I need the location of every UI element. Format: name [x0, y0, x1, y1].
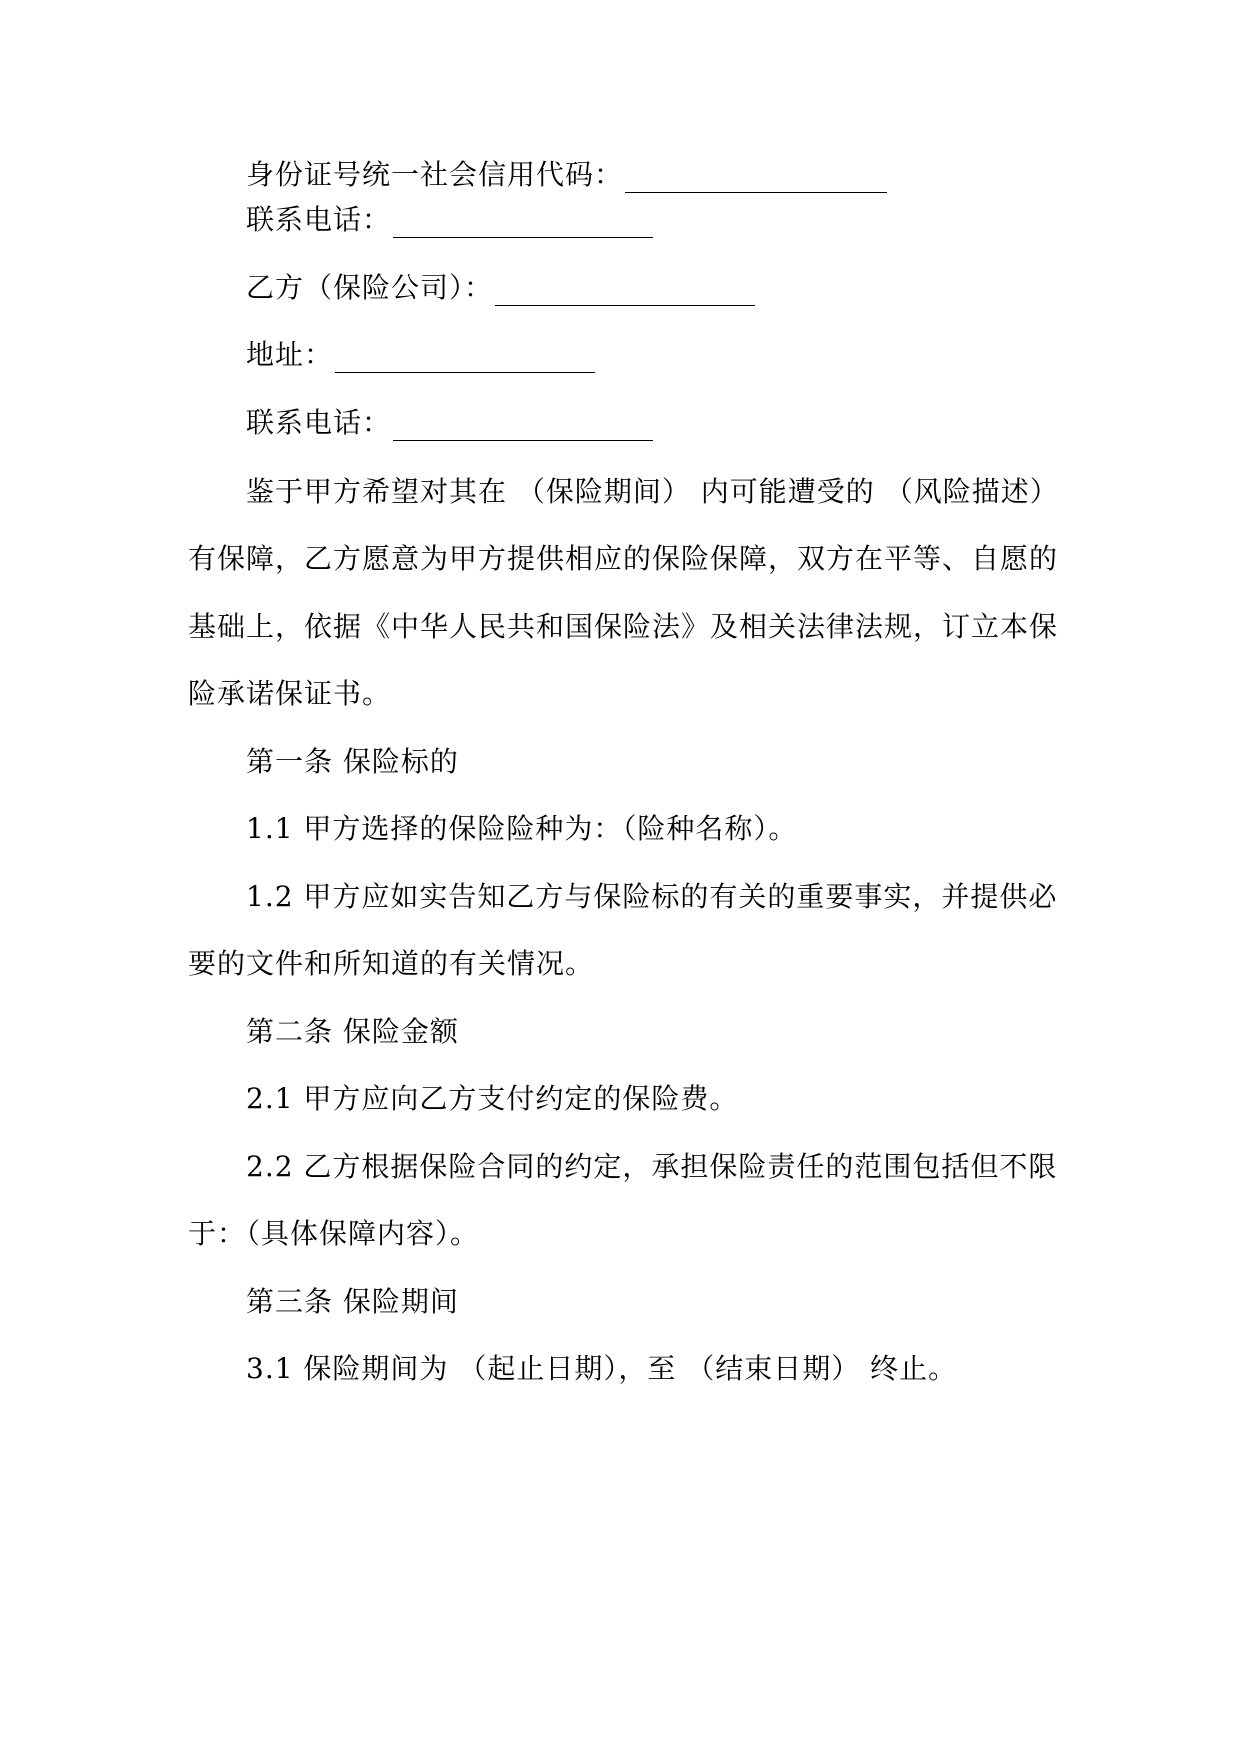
id-code-blank[interactable] [625, 166, 887, 193]
address-field [246, 337, 1068, 373]
id-code-label: 身份证号统一社会信用代码： [246, 158, 624, 191]
clause-1-2-line-2: 要的文件和所知道的有关情况。 [188, 947, 595, 980]
clause-2-2-line-2: 于：（具体保障内容）。 [188, 1217, 480, 1250]
party-b-blank[interactable] [495, 279, 755, 306]
clause-1-2-line-1: 1.2 甲方应如实告知乙方与保险标的有关的重要事实，并提供必 [246, 880, 1058, 913]
party-b-field [246, 270, 1068, 306]
phone-blank-b[interactable] [393, 414, 653, 441]
clause-3-1: 3.1 保险期间为 （起止日期），至 （结束日期） 终止。 [246, 1352, 958, 1385]
clause-2-2-line-1: 2.2 乙方根据保险合同的约定，承担保险责任的范围包括但不限 [246, 1150, 1058, 1183]
article-1-title: 第一条 保险标的 [246, 745, 459, 778]
phone-label-a: 联系电话： [246, 203, 392, 236]
phone-label-b: 联系电话： [246, 406, 392, 439]
phone-field-a [246, 202, 1068, 238]
party-b-label: 乙方（保险公司）： [246, 271, 494, 304]
clause-2-1: 2.1 甲方应向乙方支付约定的保险费。 [246, 1082, 739, 1115]
phone-blank-a[interactable] [393, 211, 653, 238]
article-3-title: 第三条 保险期间 [246, 1285, 459, 1318]
article-2-title: 第二条 保险金额 [246, 1015, 459, 1048]
preamble-line-4: 险承诺保证书。 [188, 677, 392, 710]
address-blank[interactable] [335, 346, 595, 373]
address-label: 地址： [246, 338, 334, 371]
phone-field-b [246, 405, 1068, 441]
clause-1-1: 1.1 甲方选择的保险险种为：（险种名称）。 [246, 812, 798, 845]
preamble-line-3: 基础上，依据《中华人民共和国保险法》及相关法律法规，订立本保 [188, 610, 1059, 643]
preamble-line-1: 鉴于甲方希望对其在 （保险期间） 内可能遭受的 （风险描述） [246, 475, 1059, 508]
id-code-field [246, 157, 1068, 193]
preamble-line-2: 有保障，乙方愿意为甲方提供相应的保险保障，双方在平等、自愿的 [188, 542, 1059, 575]
